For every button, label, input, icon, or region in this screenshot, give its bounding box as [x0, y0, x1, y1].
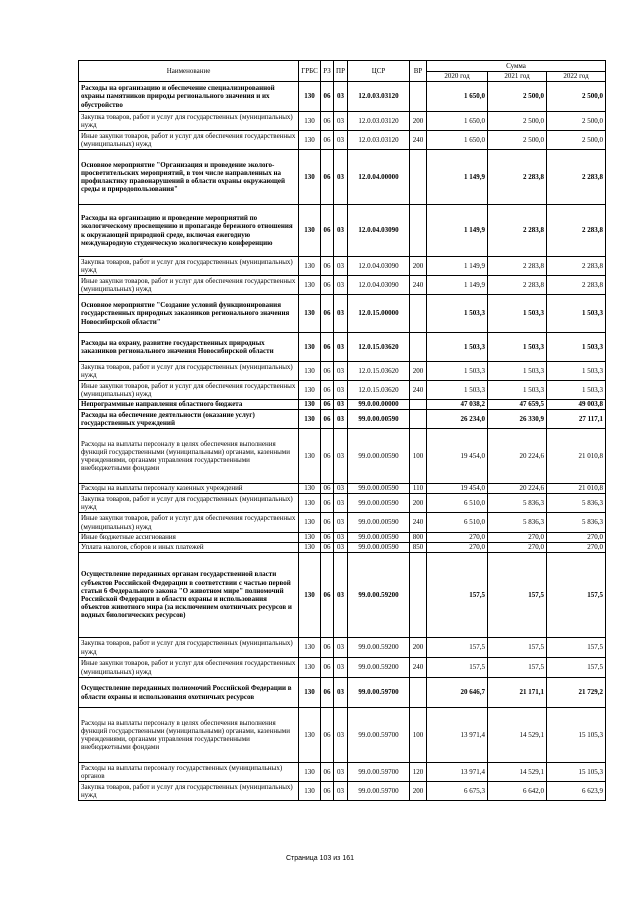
cell-name: Расходы на организацию и обеспечение специализированной охраны памятников природы регионального значения и их обустройство	[79, 82, 299, 112]
cell-rz: 06	[321, 494, 334, 513]
cell-2021: 5 836,3	[488, 494, 547, 513]
table-row	[79, 484, 606, 494]
cell-grbs: 130	[299, 658, 321, 678]
cell-vr: 110	[410, 484, 427, 494]
table-row	[79, 533, 606, 543]
header-sum: Сумма	[427, 61, 606, 72]
cell-csr: 99.0.00.59200	[348, 658, 410, 678]
cell-pr: 03	[334, 763, 348, 782]
cell-name: Закупка товаров, работ и услуг для государственных (муниципальных) нужд	[79, 112, 299, 131]
cell-2021: 2 500,0	[488, 82, 547, 112]
cell-vr: 800	[410, 533, 427, 543]
cell-name: Расходы на выплаты персоналу казенных учреждений	[79, 484, 299, 494]
table-row	[79, 553, 606, 638]
cell-vr	[410, 333, 427, 362]
cell-csr: 99.0.00.59200	[348, 553, 410, 638]
cell-csr: 12.0.15.00000	[348, 295, 410, 333]
cell-2020: 1 650,0	[427, 131, 488, 150]
cell-name: Осуществление переданных полномочий Российской Федерации в области охраны и использования охотничьих ресурсов	[79, 678, 299, 708]
cell-csr: 99.0.00.00590	[348, 543, 410, 553]
cell-2022: 2 500,0	[547, 82, 606, 112]
cell-rz: 06	[321, 150, 334, 205]
cell-2021: 14 529,1	[488, 763, 547, 782]
cell-rz: 06	[321, 257, 334, 276]
cell-pr: 03	[334, 362, 348, 381]
cell-pr: 03	[334, 381, 348, 400]
cell-rz: 06	[321, 205, 334, 257]
table-row	[79, 276, 606, 295]
cell-pr: 03	[334, 82, 348, 112]
header-rz: РЗ	[321, 61, 334, 82]
cell-vr: 200	[410, 362, 427, 381]
cell-rz: 06	[321, 763, 334, 782]
cell-name: Расходы на выплаты персоналу в целях обеспечения выполнения функций государственными (муниципальными) органами, казенными учреждениями, органами управления государственными внебюджетными фондами	[79, 708, 299, 763]
cell-vr: 200	[410, 638, 427, 658]
cell-csr: 99.0.00.00590	[348, 429, 410, 484]
cell-grbs: 130	[299, 513, 321, 533]
cell-2022: 49 003,8	[547, 400, 606, 410]
cell-pr: 03	[334, 658, 348, 678]
cell-2022: 2 500,0	[547, 131, 606, 150]
header-year-2021: 2021 год	[488, 72, 547, 82]
cell-rz: 06	[321, 782, 334, 801]
cell-rz: 06	[321, 276, 334, 295]
cell-grbs: 130	[299, 150, 321, 205]
cell-vr: 100	[410, 429, 427, 484]
cell-rz: 06	[321, 543, 334, 553]
cell-2020: 157,5	[427, 658, 488, 678]
table-row	[79, 658, 606, 678]
cell-2021: 21 171,1	[488, 678, 547, 708]
cell-name: Осуществление переданных органам государственной власти субъектов Российской Федерации в соответствии с частью первой статьи 6 Федерального закона "О животном мире" полномочий Российской Федерации в области охраны и использования объектов животного мира (за исключением охотничьих ресурсов и водных биологических ресурсов)	[79, 553, 299, 638]
cell-grbs: 130	[299, 400, 321, 410]
table-row	[79, 410, 606, 429]
cell-2021: 1 503,3	[488, 295, 547, 333]
cell-rz: 06	[321, 112, 334, 131]
cell-rz: 06	[321, 678, 334, 708]
cell-name: Расходы на охрану, развитие государственных природных заказников регионального значения Новосибирской области	[79, 333, 299, 362]
cell-pr: 03	[334, 429, 348, 484]
table-row	[79, 708, 606, 763]
cell-2022: 2 283,8	[547, 205, 606, 257]
cell-vr: 200	[410, 494, 427, 513]
cell-grbs: 130	[299, 763, 321, 782]
cell-2021: 157,5	[488, 638, 547, 658]
cell-2022: 5 836,3	[547, 513, 606, 533]
table-row	[79, 295, 606, 333]
cell-vr	[410, 410, 427, 429]
cell-pr: 03	[334, 533, 348, 543]
cell-2020: 26 234,0	[427, 410, 488, 429]
table-row	[79, 82, 606, 112]
cell-csr: 99.0.00.59700	[348, 678, 410, 708]
cell-pr: 03	[334, 150, 348, 205]
cell-2021: 14 529,1	[488, 708, 547, 763]
cell-name: Основное мероприятие "Организация и проведение эколого-просветительских мероприятий, в том числе направленных на профилактику правонарушений в области охраны окружающей среды и природопользования"	[79, 150, 299, 205]
table-row	[79, 543, 606, 553]
cell-vr: 240	[410, 381, 427, 400]
cell-2020: 19 454,0	[427, 484, 488, 494]
cell-2020: 1 149,9	[427, 257, 488, 276]
cell-rz: 06	[321, 484, 334, 494]
cell-2022: 270,0	[547, 543, 606, 553]
cell-name: Иные закупки товаров, работ и услуг для обеспечения государственных (муниципальных) нужд	[79, 381, 299, 400]
cell-csr: 12.0.03.03120	[348, 112, 410, 131]
cell-csr: 12.0.03.03120	[348, 82, 410, 112]
cell-rz: 06	[321, 82, 334, 112]
cell-pr: 03	[334, 494, 348, 513]
cell-pr: 03	[334, 205, 348, 257]
cell-csr: 12.0.04.00000	[348, 150, 410, 205]
cell-2020: 1 149,9	[427, 276, 488, 295]
cell-2021: 2 500,0	[488, 112, 547, 131]
cell-grbs: 130	[299, 205, 321, 257]
cell-2020: 270,0	[427, 543, 488, 553]
cell-name: Закупка товаров, работ и услуг для государственных (муниципальных) нужд	[79, 257, 299, 276]
cell-rz: 06	[321, 638, 334, 658]
cell-grbs: 130	[299, 708, 321, 763]
cell-vr	[410, 400, 427, 410]
cell-pr: 03	[334, 257, 348, 276]
cell-vr	[410, 82, 427, 112]
cell-grbs: 130	[299, 276, 321, 295]
cell-2020: 6 510,0	[427, 494, 488, 513]
cell-name: Иные закупки товаров, работ и услуг для обеспечения государственных (муниципальных) нужд	[79, 658, 299, 678]
table-row	[79, 131, 606, 150]
cell-vr: 200	[410, 257, 427, 276]
cell-pr: 03	[334, 410, 348, 429]
cell-rz: 06	[321, 658, 334, 678]
cell-csr: 99.0.00.59700	[348, 763, 410, 782]
cell-csr: 12.0.03.03120	[348, 131, 410, 150]
cell-vr: 240	[410, 131, 427, 150]
table-body	[79, 82, 606, 801]
table-row	[79, 494, 606, 513]
cell-2022: 1 503,3	[547, 362, 606, 381]
cell-2020: 157,5	[427, 638, 488, 658]
cell-pr: 03	[334, 708, 348, 763]
cell-2022: 157,5	[547, 658, 606, 678]
page-number: Страница 103 из 161	[285, 855, 355, 862]
cell-pr: 03	[334, 678, 348, 708]
header-grbs: ГРБС	[299, 61, 321, 82]
cell-name: Непрограммные направления областного бюджета	[79, 400, 299, 410]
cell-vr: 850	[410, 543, 427, 553]
cell-2020: 1 650,0	[427, 82, 488, 112]
cell-grbs: 130	[299, 638, 321, 658]
cell-csr: 12.0.15.03620	[348, 333, 410, 362]
table-row	[79, 381, 606, 400]
cell-2021: 20 224,6	[488, 429, 547, 484]
table-row	[79, 429, 606, 484]
cell-pr: 03	[334, 782, 348, 801]
cell-name: Иные закупки товаров, работ и услуг для обеспечения государственных (муниципальных) нужд	[79, 513, 299, 533]
cell-csr: 99.0.00.00000	[348, 400, 410, 410]
cell-rz: 06	[321, 295, 334, 333]
cell-vr	[410, 205, 427, 257]
cell-pr: 03	[334, 333, 348, 362]
cell-grbs: 130	[299, 381, 321, 400]
cell-rz: 06	[321, 429, 334, 484]
cell-grbs: 130	[299, 429, 321, 484]
cell-2021: 5 836,3	[488, 513, 547, 533]
cell-pr: 03	[334, 543, 348, 553]
cell-2020: 1 503,3	[427, 381, 488, 400]
cell-grbs: 130	[299, 257, 321, 276]
cell-grbs: 130	[299, 678, 321, 708]
cell-2020: 1 149,9	[427, 205, 488, 257]
cell-pr: 03	[334, 276, 348, 295]
cell-pr: 03	[334, 484, 348, 494]
cell-name: Основное мероприятие "Создание условий функционирования государственных природных заказников регионального значения Новосибирской области"	[79, 295, 299, 333]
header-name: Наименование	[79, 61, 299, 82]
cell-2020: 1 650,0	[427, 112, 488, 131]
cell-name: Иные закупки товаров, работ и услуг для обеспечения государственных (муниципальных) нужд	[79, 131, 299, 150]
cell-rz: 06	[321, 513, 334, 533]
cell-grbs: 130	[299, 295, 321, 333]
cell-csr: 99.0.00.59200	[348, 638, 410, 658]
cell-2021: 6 642,0	[488, 782, 547, 801]
cell-2021: 1 503,3	[488, 381, 547, 400]
cell-name: Расходы на организацию и проведение мероприятий по экологическому просвещению и пропаганде бережного отношения к окружающей природной среде, включая ежегодную международную студенческую экологическую конференцию	[79, 205, 299, 257]
cell-vr: 240	[410, 513, 427, 533]
cell-2020: 1 503,3	[427, 362, 488, 381]
cell-rz: 06	[321, 410, 334, 429]
cell-name: Уплата налогов, сборов и иных платежей	[79, 543, 299, 553]
header-csr: ЦСР	[348, 61, 410, 82]
table-row	[79, 400, 606, 410]
cell-name: Иные закупки товаров, работ и услуг для обеспечения государственных (муниципальных) нужд	[79, 276, 299, 295]
cell-rz: 06	[321, 553, 334, 638]
cell-pr: 03	[334, 112, 348, 131]
cell-csr: 99.0.00.59700	[348, 782, 410, 801]
cell-2021: 47 659,5	[488, 400, 547, 410]
cell-2022: 21 729,2	[547, 678, 606, 708]
cell-grbs: 130	[299, 484, 321, 494]
cell-vr	[410, 150, 427, 205]
cell-vr: 200	[410, 782, 427, 801]
cell-2021: 20 224,6	[488, 484, 547, 494]
cell-grbs: 130	[299, 533, 321, 543]
header-year-2022: 2022 год	[547, 72, 606, 82]
cell-2022: 157,5	[547, 553, 606, 638]
cell-grbs: 130	[299, 362, 321, 381]
cell-rz: 06	[321, 533, 334, 543]
cell-grbs: 130	[299, 410, 321, 429]
cell-name: Закупка товаров, работ и услуг для государственных (муниципальных) нужд	[79, 638, 299, 658]
cell-grbs: 130	[299, 543, 321, 553]
cell-csr: 99.0.00.00590	[348, 494, 410, 513]
table-row	[79, 150, 606, 205]
cell-2022: 270,0	[547, 533, 606, 543]
cell-csr: 12.0.04.03090	[348, 205, 410, 257]
cell-2022: 6 623,9	[547, 782, 606, 801]
cell-2021: 26 330,9	[488, 410, 547, 429]
cell-pr: 03	[334, 638, 348, 658]
cell-2022: 2 283,8	[547, 276, 606, 295]
cell-csr: 12.0.04.03090	[348, 276, 410, 295]
cell-rz: 06	[321, 131, 334, 150]
cell-2020: 47 038,2	[427, 400, 488, 410]
cell-2020: 19 454,0	[427, 429, 488, 484]
table-row	[79, 678, 606, 708]
cell-name: Иные бюджетные ассигнования	[79, 533, 299, 543]
cell-2022: 5 836,3	[547, 494, 606, 513]
cell-2021: 2 283,8	[488, 205, 547, 257]
cell-2022: 27 117,1	[547, 410, 606, 429]
cell-2022: 1 503,3	[547, 333, 606, 362]
cell-2020: 270,0	[427, 533, 488, 543]
cell-grbs: 130	[299, 782, 321, 801]
cell-vr	[410, 553, 427, 638]
cell-2020: 20 646,7	[427, 678, 488, 708]
cell-vr	[410, 295, 427, 333]
cell-name: Расходы на выплаты персоналу в целях обеспечения выполнения функций государственными (муниципальными) органами, казенными учреждениями, органами управления государственными внебюджетными фондами	[79, 429, 299, 484]
cell-2021: 157,5	[488, 553, 547, 638]
cell-vr: 120	[410, 763, 427, 782]
cell-2021: 270,0	[488, 543, 547, 553]
cell-2020: 13 971,4	[427, 708, 488, 763]
cell-name: Закупка товаров, работ и услуг для государственных (муниципальных) нужд	[79, 494, 299, 513]
cell-vr: 100	[410, 708, 427, 763]
cell-name: Закупка товаров, работ и услуг для государственных (муниципальных) нужд	[79, 782, 299, 801]
cell-rz: 06	[321, 333, 334, 362]
cell-csr: 99.0.00.59700	[348, 708, 410, 763]
cell-2020: 6 675,3	[427, 782, 488, 801]
header-pr: ПР	[334, 61, 348, 82]
header-vr: ВР	[410, 61, 427, 82]
table-row	[79, 205, 606, 257]
cell-grbs: 130	[299, 112, 321, 131]
cell-name: Расходы на выплаты персоналу государственных (муниципальных) органов	[79, 763, 299, 782]
cell-2021: 157,5	[488, 658, 547, 678]
cell-2020: 1 503,3	[427, 295, 488, 333]
cell-name: Расходы на обеспечение деятельности (оказание услуг) государственных учреждений	[79, 410, 299, 429]
cell-2021: 1 503,3	[488, 333, 547, 362]
cell-csr: 99.0.00.00590	[348, 484, 410, 494]
cell-rz: 06	[321, 362, 334, 381]
cell-2022: 2 283,8	[547, 257, 606, 276]
cell-2022: 1 503,3	[547, 295, 606, 333]
cell-2022: 21 010,8	[547, 429, 606, 484]
cell-pr: 03	[334, 513, 348, 533]
cell-csr: 12.0.15.03620	[348, 381, 410, 400]
cell-pr: 03	[334, 553, 348, 638]
table-row	[79, 333, 606, 362]
cell-vr: 240	[410, 658, 427, 678]
cell-csr: 99.0.00.00590	[348, 410, 410, 429]
cell-2022: 2 500,0	[547, 112, 606, 131]
cell-csr: 99.0.00.00590	[348, 513, 410, 533]
cell-vr	[410, 678, 427, 708]
cell-rz: 06	[321, 708, 334, 763]
cell-grbs: 130	[299, 333, 321, 362]
cell-2021: 2 283,8	[488, 276, 547, 295]
cell-grbs: 130	[299, 82, 321, 112]
cell-rz: 06	[321, 381, 334, 400]
cell-2021: 1 503,3	[488, 362, 547, 381]
cell-2021: 2 283,8	[488, 150, 547, 205]
cell-grbs: 130	[299, 131, 321, 150]
cell-vr: 200	[410, 112, 427, 131]
cell-2022: 2 283,8	[547, 150, 606, 205]
cell-2022: 157,5	[547, 638, 606, 658]
cell-2021: 2 500,0	[488, 131, 547, 150]
cell-2020: 1 503,3	[427, 333, 488, 362]
header-year-2020: 2020 год	[427, 72, 488, 82]
cell-2020: 157,5	[427, 553, 488, 638]
table-row	[79, 782, 606, 801]
table-row	[79, 362, 606, 381]
table-row	[79, 112, 606, 131]
cell-2022: 15 105,3	[547, 763, 606, 782]
cell-name: Закупка товаров, работ и услуг для государственных (муниципальных) нужд	[79, 362, 299, 381]
cell-grbs: 130	[299, 494, 321, 513]
table-row	[79, 638, 606, 658]
cell-csr: 99.0.00.00590	[348, 533, 410, 543]
cell-2022: 21 010,8	[547, 484, 606, 494]
cell-2022: 15 105,3	[547, 708, 606, 763]
cell-pr: 03	[334, 295, 348, 333]
cell-pr: 03	[334, 131, 348, 150]
cell-grbs: 130	[299, 553, 321, 638]
cell-2021: 270,0	[488, 533, 547, 543]
cell-2020: 1 149,9	[427, 150, 488, 205]
cell-rz: 06	[321, 400, 334, 410]
table-row	[79, 513, 606, 533]
cell-2022: 1 503,3	[547, 381, 606, 400]
table-header	[79, 61, 606, 82]
cell-pr: 03	[334, 400, 348, 410]
cell-csr: 12.0.15.03620	[348, 362, 410, 381]
cell-csr: 12.0.04.03090	[348, 257, 410, 276]
cell-2020: 13 971,4	[427, 763, 488, 782]
cell-2020: 6 510,0	[427, 513, 488, 533]
budget-table	[78, 60, 606, 801]
table-row	[79, 763, 606, 782]
cell-vr: 240	[410, 276, 427, 295]
table-row	[79, 257, 606, 276]
cell-2021: 2 283,8	[488, 257, 547, 276]
